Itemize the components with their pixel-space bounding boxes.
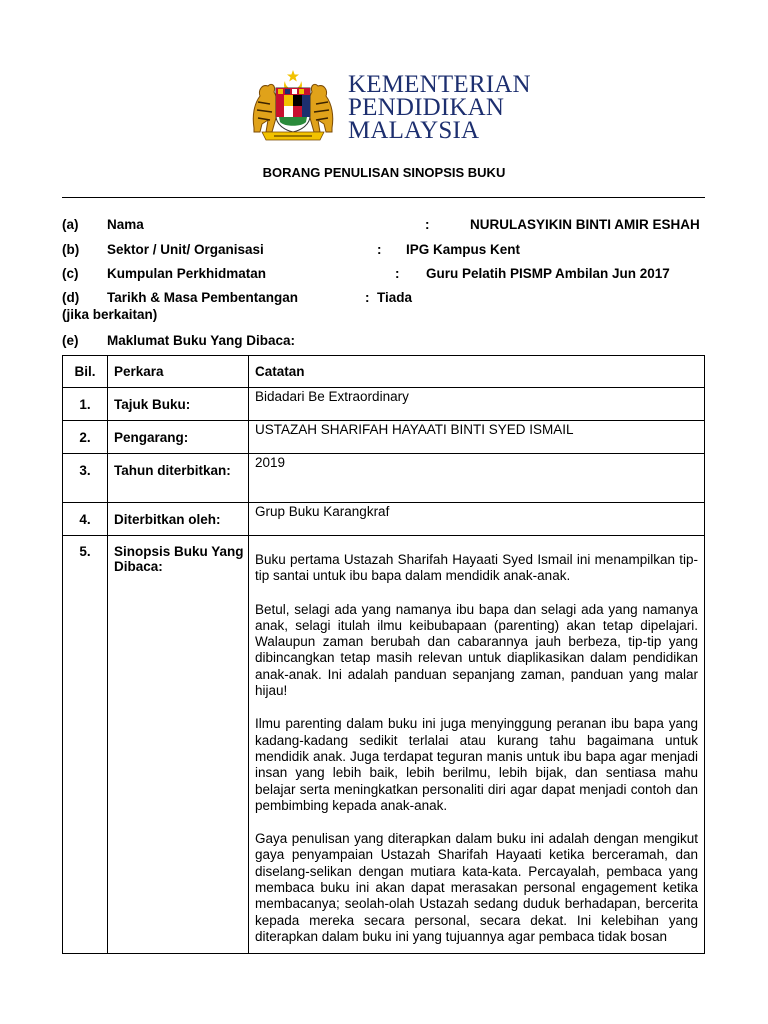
- book-info-table: [62, 355, 705, 954]
- field-d-note: (jika berkaitan): [62, 307, 158, 322]
- ministry-line-2: PENDIDIKAN: [348, 94, 505, 121]
- field-c-letter: (c): [62, 266, 79, 281]
- document-header: [248, 68, 538, 144]
- row-note: 2019: [249, 454, 705, 503]
- table-header-row: [63, 356, 705, 388]
- synopsis-paragraph: Ilmu parenting dalam buku ini juga menyinggung peranan ibu bapa yang kadang-kadang sedikit terlalai atau kurang tahu bagaimana untuk mendidik anak. Juga terdapat teguran manis untuk ibu bapa agar menjadi insan yang lebih baik, lebih berilmu, lebih bijak, dan sentiasa mahu belajar serta meningkatkan personaliti diri agar dapat menjadi contoh dan pembimbing kepada anak-anak.: [255, 716, 698, 813]
- field-d-colon: :: [365, 290, 370, 305]
- synopsis-text: [249, 536, 705, 954]
- row-item: Tahun diterbitkan:: [108, 454, 249, 503]
- malaysia-coat-of-arms-icon: [248, 68, 338, 144]
- row-item: Sinopsis Buku Yang Dibaca:: [108, 536, 249, 954]
- header-perkara: Perkara: [108, 356, 249, 388]
- synopsis-paragraph: Betul, selagi ada yang namanya ibu bapa dan selagi ada yang namanya anak, selagi itulah ilmu keibubapaan (parenting) akan tetap dipelajari. Walaupun zaman berubah dan cabarannya jauh berbeza, tip-tip yang dibincangkan tetap masih relevan untuk diaplikasikan dalam pendidikan anak-anak. Ini adalah panduan sepanjang zaman, panduan yang malar hijau!: [255, 601, 698, 699]
- table-row: [63, 388, 705, 421]
- synopsis-paragraph: Gaya penulisan yang diterapkan dalam buku ini adalah dengan mengikut gaya penyampaian Ustazah Sharifah Hayaati ketika berceramah, dan diselang-selikan dengan mutiara kata-kata. Percayalah, pembaca yang membaca buku ini akan dapat merasakan personal engagement ketika membacanya; seolah-olah Ustazah sedang duduk berhadapan, bercerita kepada mereka secara personal, secara dekat. Ini kelebihan yang diterapkan dalam buku ini yang tujuannya agar pembaca tidak bosan: [255, 831, 698, 944]
- row-number: 3.: [63, 454, 108, 503]
- field-b-value: IPG Kampus Kent: [406, 242, 521, 257]
- field-a-value: NURULASYIKIN BINTI AMIR ESHAH: [470, 217, 700, 232]
- title-divider: [62, 197, 705, 198]
- field-a-colon: :: [425, 217, 430, 232]
- table-row: [63, 536, 705, 954]
- table-row: [63, 454, 705, 503]
- row-note: Bidadari Be Extraordinary: [249, 388, 705, 421]
- field-a-letter: (a): [62, 217, 79, 232]
- ministry-line-3: MALAYSIA: [348, 117, 480, 144]
- row-item: Diterbitkan oleh:: [108, 503, 249, 536]
- header-bil: Bil.: [63, 356, 108, 388]
- field-b-colon: :: [377, 242, 382, 257]
- field-c-colon: :: [395, 266, 400, 281]
- field-e-label: Maklumat Buku Yang Dibaca:: [107, 333, 296, 348]
- table-row: [63, 421, 705, 454]
- row-item: Tajuk Buku:: [108, 388, 249, 421]
- row-number: 2.: [63, 421, 108, 454]
- table-row: [63, 503, 705, 536]
- row-number: 5.: [63, 536, 108, 954]
- row-number: 4.: [63, 503, 108, 536]
- field-a-label: Nama: [107, 217, 144, 232]
- field-d-letter: (d): [62, 290, 80, 305]
- form-title: BORANG PENULISAN SINOPSIS BUKU: [262, 165, 506, 180]
- header-catatan: Catatan: [249, 356, 705, 388]
- field-b-letter: (b): [62, 242, 80, 257]
- row-note: Grup Buku Karangkraf: [249, 503, 705, 536]
- field-d-value: Tiada: [377, 290, 413, 305]
- ministry-line-1: KEMENTERIAN: [348, 71, 531, 98]
- field-d-label: Tarikh & Masa Pembentangan: [107, 290, 299, 305]
- field-c-label: Kumpulan Perkhidmatan: [107, 266, 267, 281]
- row-number: 1.: [63, 388, 108, 421]
- field-c-value: Guru Pelatih PISMP Ambilan Jun 2017: [426, 266, 670, 281]
- field-e-letter: (e): [62, 333, 79, 348]
- synopsis-paragraph: Buku pertama Ustazah Sharifah Hayaati Syed Ismail ini menampilkan tip-tip santai untuk ibu bapa dalam mendidik anak-anak.: [255, 552, 698, 584]
- row-note: USTAZAH SHARIFAH HAYAATI BINTI SYED ISMAIL: [249, 421, 705, 454]
- ministry-name: [348, 71, 531, 144]
- row-item: Pengarang:: [108, 421, 249, 454]
- field-b-label: Sektor / Unit/ Organisasi: [107, 242, 264, 257]
